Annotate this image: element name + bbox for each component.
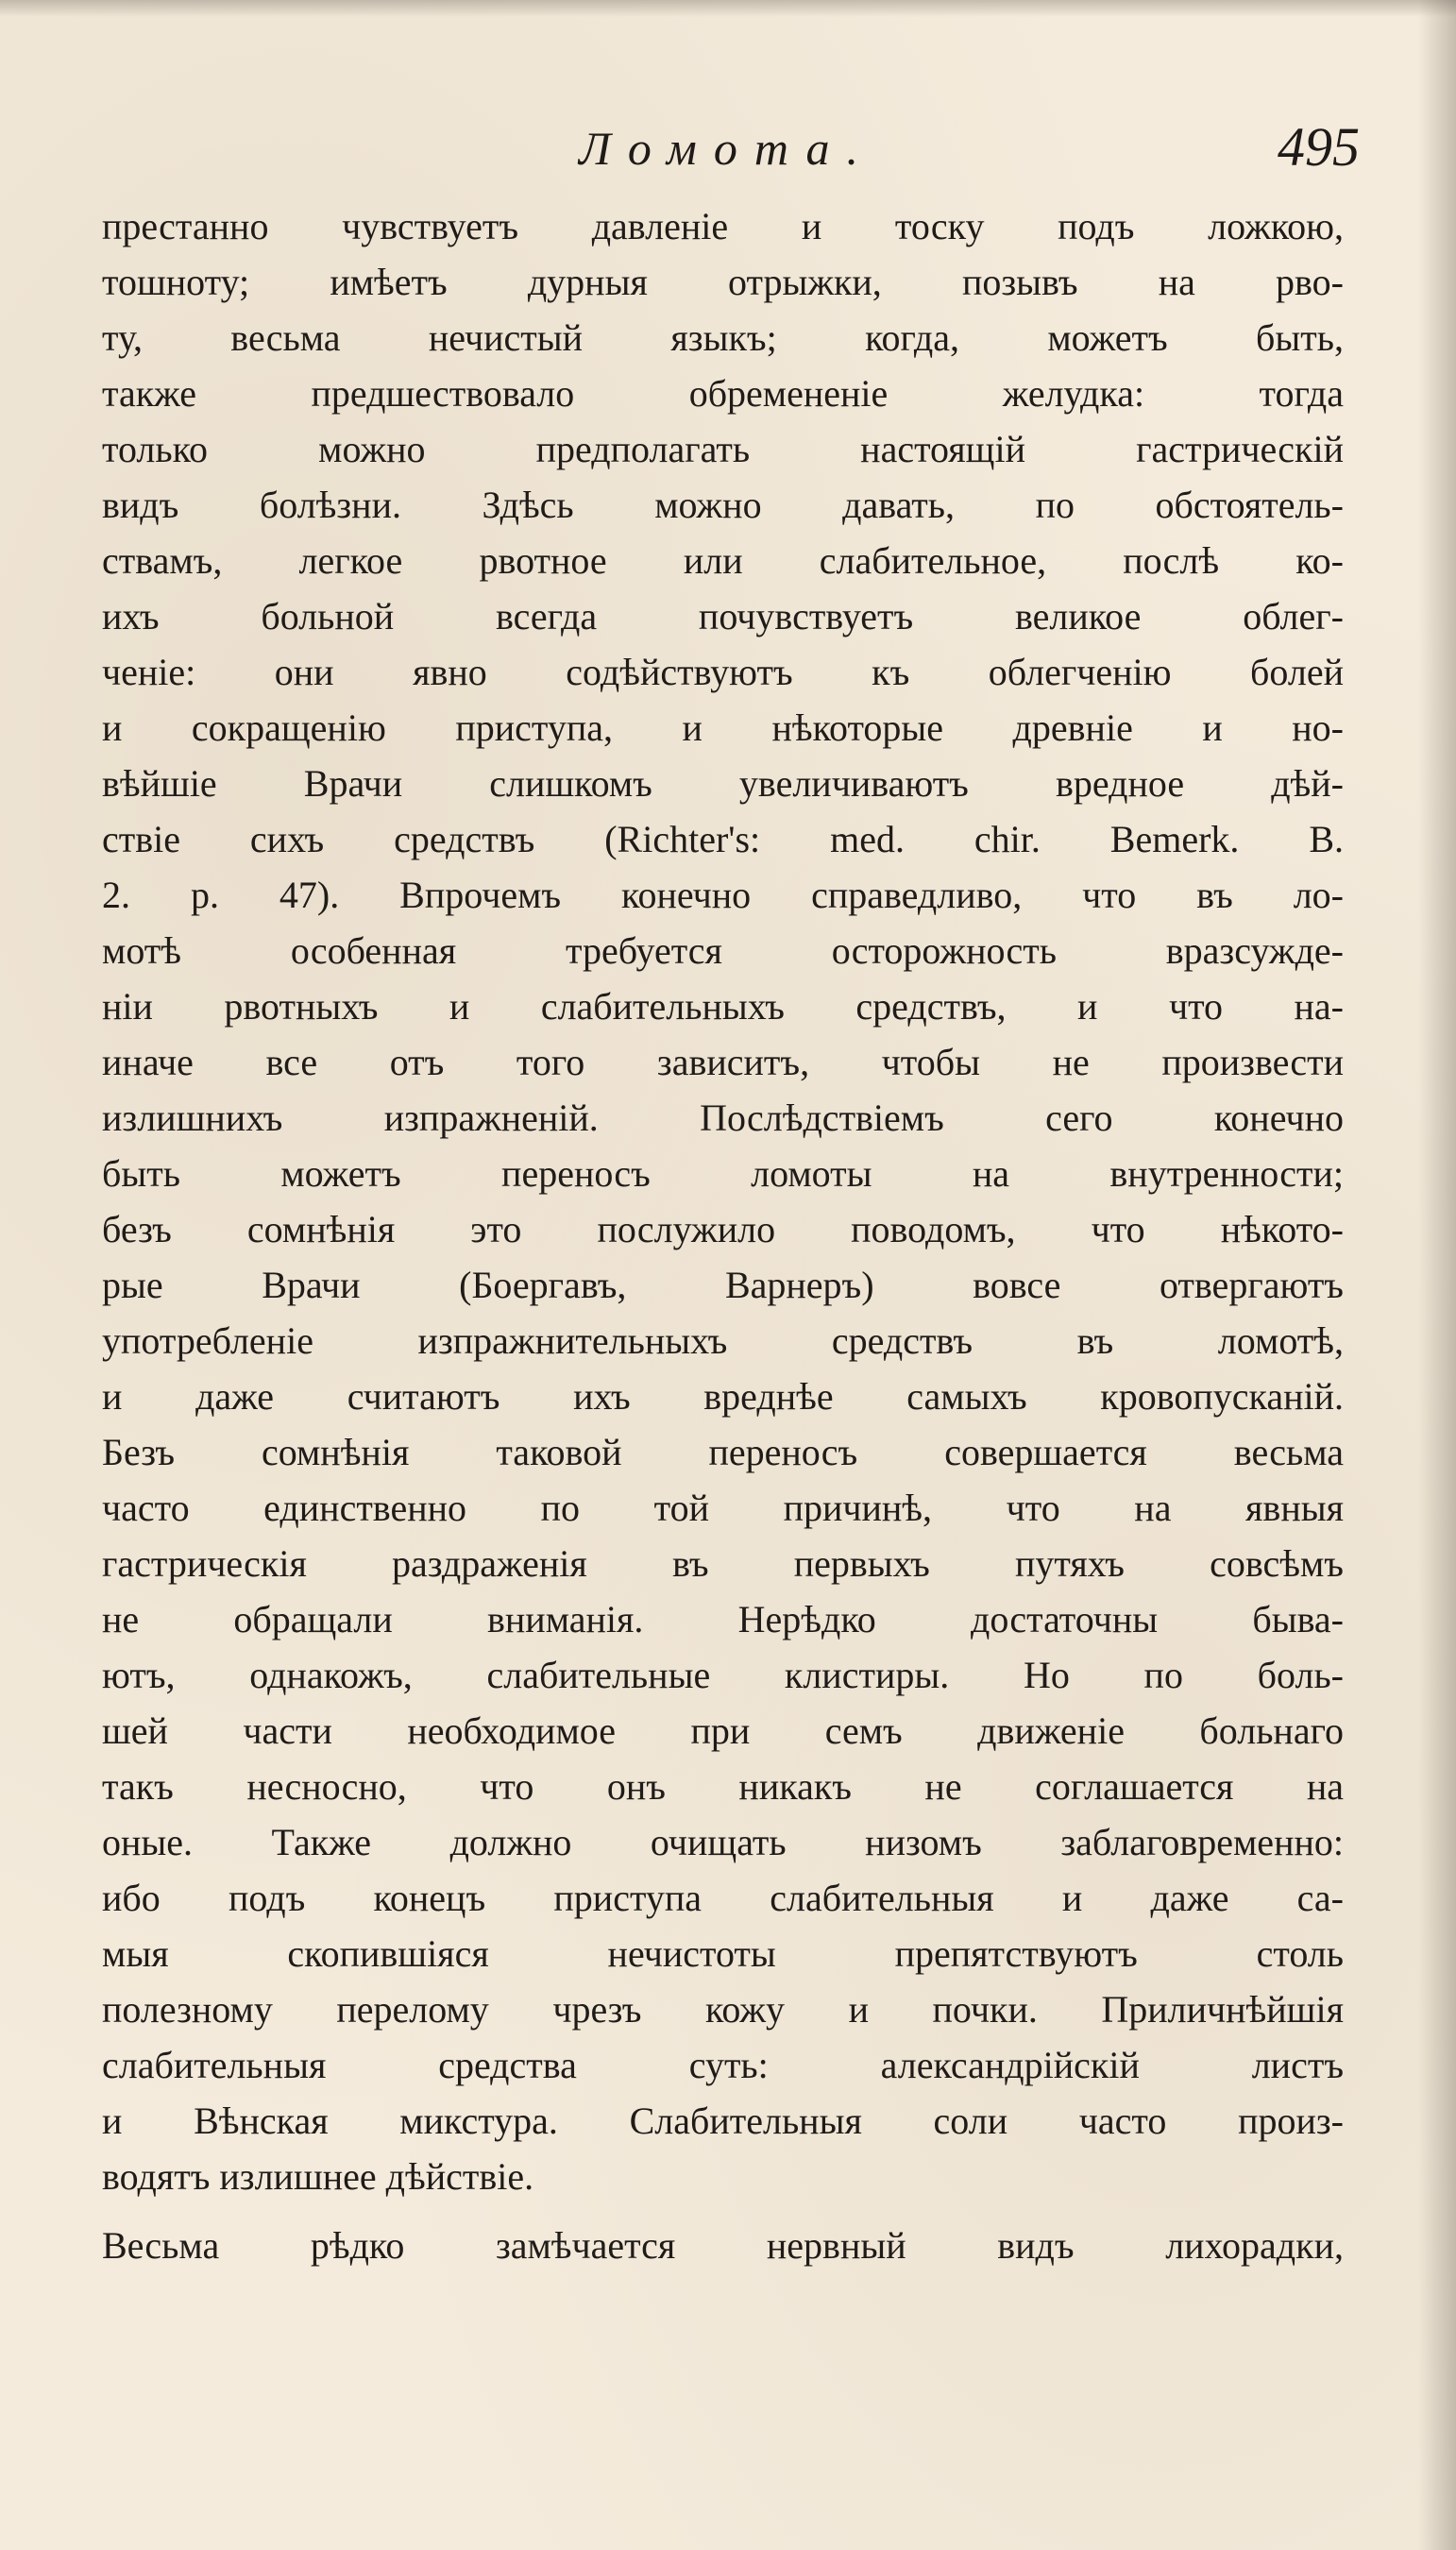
text-line: гастрическія раздраженія въ первыхъ путяхъ совсѣмъ [102,1542,1344,1585]
text-line: ту, весьма нечистый языкъ; когда, можетъ быть, [102,316,1344,359]
text-line: шей части необходимое при семъ движеніе больнаго [102,1709,1344,1752]
running-title: Ломота. [578,122,876,175]
page-header [94,116,1360,196]
text-line: видъ болѣзни. Здѣсь можно давать, по обстоятель- [102,484,1344,526]
text-line: Безъ сомнѣнія таковой переносъ совершается весьма [102,1431,1344,1473]
text-line: ибо подъ конецъ приступа слабительныя и даже са- [102,1877,1344,1919]
page-number: 495 [1278,116,1360,178]
text-line: безъ сомнѣнія это послужило поводомъ, что нѣкото- [102,1208,1344,1250]
text-line: полезному перелому чрезъ кожу и почки. Приличнѣйшія [102,1988,1344,2031]
text-line: иначе все отъ того зависитъ, чтобы не произвести [102,1041,1344,1083]
text-line: быть можетъ переносъ ломоты на внутренности; [102,1152,1344,1195]
body-text [102,198,1344,2273]
text-line: ченіе: они явно содѣйствуютъ къ облегченію болей [102,651,1344,693]
text-line: мыя скопившіяся нечистоты препятствуютъ столь [102,1932,1344,1975]
text-line: водятъ излишнее дѣйствіе. [102,2155,534,2198]
text-line: ютъ, однакожъ, слабительные клистиры. Но по боль- [102,1654,1344,1696]
text-line: ніи рвотныхъ и слабительныхъ средствъ, и что на- [102,985,1344,1028]
text-line: и даже считаютъ ихъ вреднѣе самыхъ кровопусканій. [102,1375,1344,1418]
text-line: рые Врачи (Боергавъ, Варнеръ) вовсе отвергаютъ [102,1264,1344,1306]
text-line: оные. Также должно очищать низомъ заблаговременно: [102,1821,1344,1863]
text-line: мотѣ особенная требуется осторожность вразсужде- [102,929,1344,972]
text-line: такъ несносно, что онъ никакъ не соглашается на [102,1765,1344,1808]
text-line: слабительныя средства суть: александрійскій листъ [102,2044,1344,2086]
text-line: и сокращенію приступа, и нѣкоторые древніе и но- [102,706,1344,749]
text-line: ствіе сихъ средствъ (Richter's: med. chir. Bemerk. B. [102,818,1344,860]
text-line: также предшествовало обремененіе желудка: тогда [102,372,1344,415]
text-line: тошноту; имѣетъ дурныя отрыжки, позывъ на рво- [102,261,1344,303]
text-line: часто единственно по той причинѣ, что на явныя [102,1487,1344,1529]
text-line: ихъ больной всегда почувствуетъ великое облег- [102,595,1344,638]
paragraph-start-line: Весьма рѣдко замѣчается нервный видъ лихорадки, [102,2224,1344,2267]
text-line: вѣйшіе Врачи слишкомъ увеличиваютъ вредное дѣй- [102,762,1344,805]
text-line: употребленіе изпражнительныхъ средствъ въ ломотѣ, [102,1319,1344,1362]
text-line: престанно чувствуетъ давленіе и тоску подъ ложкою, [102,205,1344,247]
text-line: ствамъ, легкое рвотное или слабительное, послѣ ко- [102,539,1344,582]
page-edge-shadow [1418,0,1456,2550]
text-line: и Вѣнская микстура. Слабительныя соли часто произ- [102,2100,1344,2142]
page-top-shadow [0,0,1456,17]
text-line: 2. p. 47). Впрочемъ конечно справедливо, что въ ло- [102,874,1344,916]
text-line: не обращали вниманія. Нерѣдко достаточны быва- [102,1598,1344,1640]
text-line: излишнихъ изпражненій. Послѣдствіемъ сего конечно [102,1096,1344,1139]
text-line: только можно предполагать настоящій гастрическій [102,428,1344,470]
